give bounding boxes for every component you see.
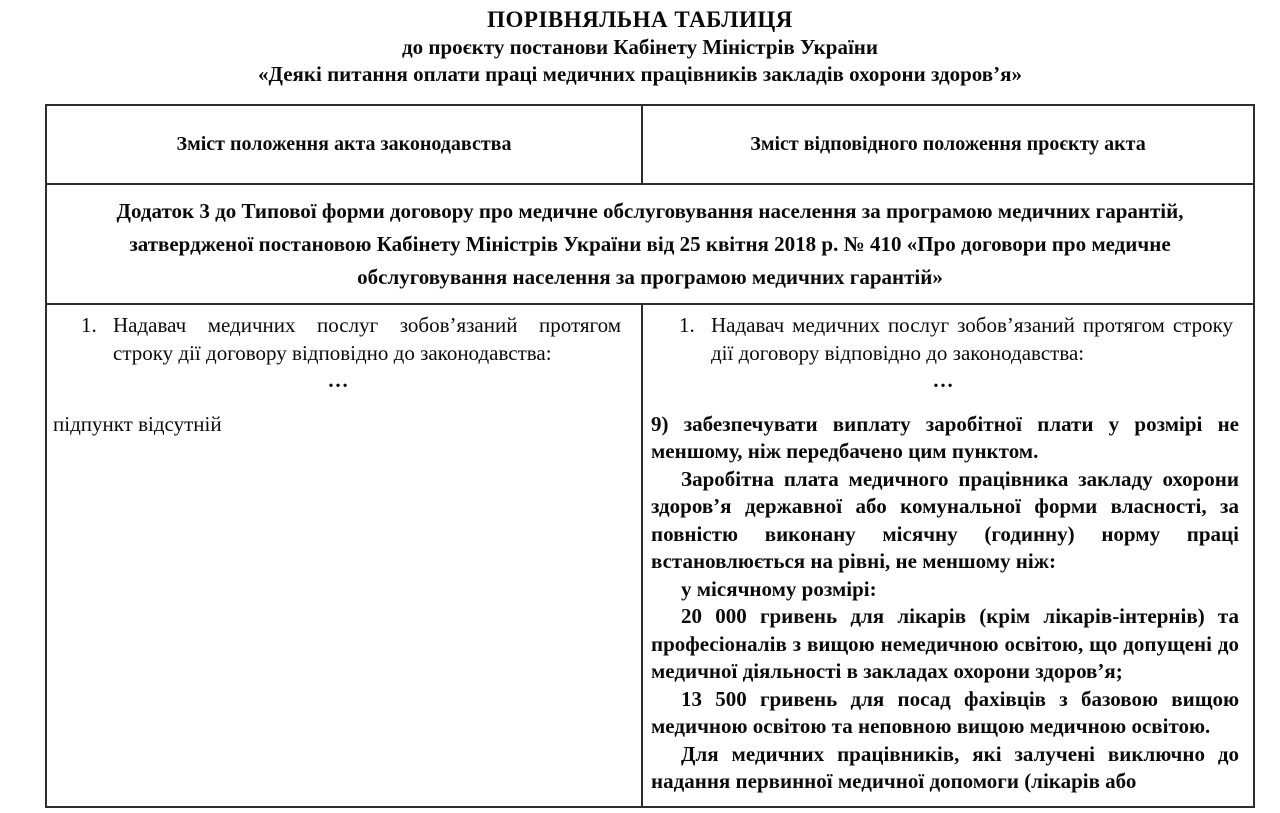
- table-header-row: [47, 106, 1253, 185]
- header-cell-current-act: Зміст положення акта законодавства: [47, 106, 643, 183]
- provision-paragraph: Для медичних працівників, які залучені виключно до надання первинної медичної допомоги (лікарів або: [651, 741, 1239, 793]
- item-text: Надавач медичних послуг зобов’язаний протягом строку дії договору відповідно до законодавства:: [113, 313, 621, 365]
- draft-provisions: [651, 411, 1239, 796]
- provision-paragraph: 20 000 гривень для лікарів (крім лікарів-інтернів) та професіоналів з вищою немедичною освітою, що допущені до медичної діяльності в закладах охорони здоров’я;: [651, 604, 1239, 683]
- ellipsis-separator: …: [327, 368, 353, 392]
- provision-paragraph: 13 500 гривень для посад фахівців з базовою вищою медичною освітою та неповною вищою медичною освітою.: [651, 686, 1239, 738]
- section-title-row: Додаток 3 до Типової форми договору про медичне обслуговування населення за програмою медичних гарантій, затвердженої постановою Кабінету Міністрів України від 25 квітня 2018 р. № 410 «Про договори про медичне обслуговування населення за програмою медичних гарантій»: [47, 185, 1253, 305]
- item-number: 1.: [81, 313, 97, 337]
- provision-paragraph: Заробітна плата медичного працівника закладу охорони здоров’я державної або комунальної форми власності, за повністю виконану місячну (годинну) норму праці встановлюється на рівні, не меншому ніж:: [651, 466, 1239, 573]
- item-number: 1.: [679, 313, 695, 337]
- title-line-main: ПОРІВНЯЛЬНА ТАБЛИЦЯ: [487, 7, 793, 32]
- absent-subitem-note: підпункт відсутній: [53, 411, 222, 436]
- comparison-table: [45, 104, 1255, 808]
- document-title: [0, 5, 1280, 88]
- title-line-act-name: «Деякі питання оплати праці медичних працівників закладів охорони здоров’я»: [258, 62, 1022, 86]
- provision-paragraph: 9) забезпечувати виплату заробітної плати у розмірі не меншому, ніж передбачено цим пунктом.: [651, 411, 1239, 463]
- numbered-item: [679, 312, 1239, 367]
- header-cell-draft-act: Зміст відповідного положення проєкту акта: [750, 133, 1146, 155]
- numbered-item: [81, 312, 627, 367]
- body-cell-draft-act: [643, 305, 1253, 806]
- title-line-subject: до проєкту постанови Кабінету Міністрів України: [402, 35, 878, 59]
- ellipsis-separator: …: [932, 368, 958, 392]
- provision-paragraph: у місячному розмірі:: [681, 576, 877, 601]
- item-text: Надавач медичних послуг зобов’язаний протягом строку дії договору відповідно до законодавства:: [711, 313, 1233, 365]
- body-cell-current-act: [47, 305, 643, 806]
- table-body-row: [47, 305, 1253, 806]
